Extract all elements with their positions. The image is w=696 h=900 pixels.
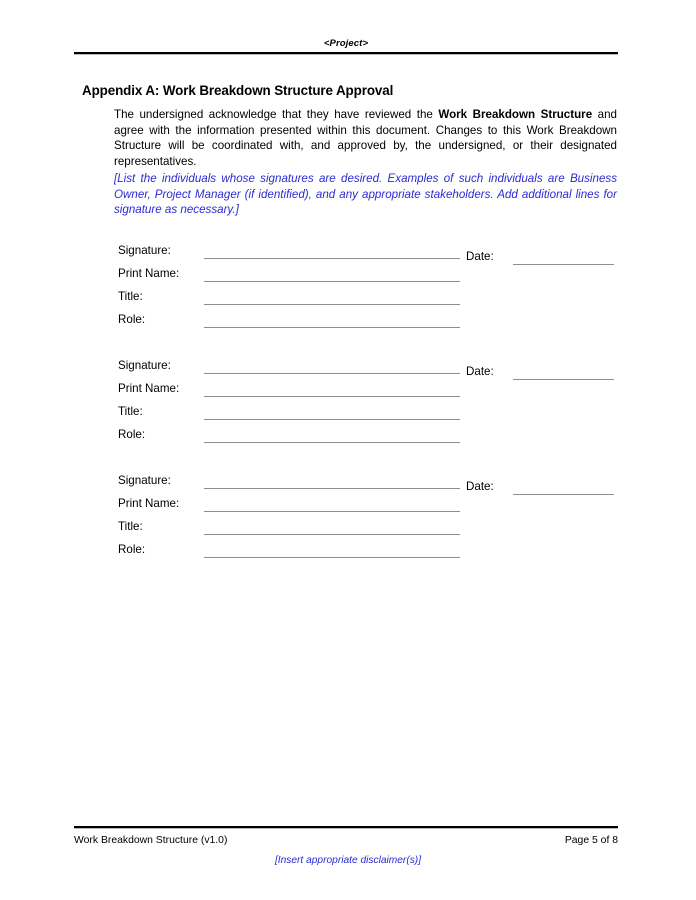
title-input-line[interactable] bbox=[204, 419, 460, 420]
title-row bbox=[0, 290, 696, 313]
signature-block-2 bbox=[0, 359, 696, 459]
date-input-line[interactable] bbox=[513, 494, 614, 495]
approval-paragraph-bold-term: Work Breakdown Structure bbox=[438, 108, 593, 121]
role-input-line[interactable] bbox=[204, 442, 460, 443]
signature-label: Signature: bbox=[118, 244, 171, 257]
print-name-row bbox=[0, 497, 696, 520]
title-row bbox=[0, 405, 696, 428]
signature-row bbox=[0, 359, 696, 382]
title-input-line[interactable] bbox=[204, 304, 460, 305]
signature-row bbox=[0, 474, 696, 497]
header-divider bbox=[74, 52, 618, 55]
header-project-title: <Project> bbox=[323, 38, 369, 49]
role-label: Role: bbox=[118, 428, 146, 441]
role-row bbox=[0, 428, 696, 451]
signature-row bbox=[0, 244, 696, 267]
print-name-input-line[interactable] bbox=[204, 396, 460, 397]
role-label: Role: bbox=[118, 543, 146, 556]
role-label: Role: bbox=[118, 313, 146, 326]
title-label: Title: bbox=[118, 290, 143, 303]
date-label: Date: bbox=[466, 480, 494, 493]
role-row bbox=[0, 543, 696, 566]
title-label: Title: bbox=[118, 405, 143, 418]
date-label: Date: bbox=[466, 365, 494, 378]
footer-row bbox=[74, 834, 618, 848]
signature-input-line[interactable] bbox=[204, 488, 460, 489]
footer-document-name: Work Breakdown Structure (v1.0) bbox=[74, 835, 228, 846]
signature-input-line[interactable] bbox=[204, 373, 460, 374]
print-name-label: Print Name: bbox=[118, 497, 180, 510]
signature-block-1 bbox=[0, 244, 696, 344]
instruction-paragraph: [List the individuals whose signatures are desired. Examples of such individuals are Business Owner, Project Manager (if identified), and any appropriate stakeholders. Add additional lines for signature as necessary.] bbox=[114, 172, 617, 217]
signature-block-3 bbox=[0, 474, 696, 574]
role-input-line[interactable] bbox=[204, 327, 460, 328]
title-label: Title: bbox=[118, 520, 143, 533]
approval-paragraph-part1: The undersigned acknowledge that they have reviewed the bbox=[114, 108, 439, 121]
approval-paragraph-part2: and agree with the information presented within this document. Changes to this Work Breakdown Structure will be coordinated with, and approved by, the undersigned, or their designated representatives. bbox=[114, 108, 617, 168]
signature-input-line[interactable] bbox=[204, 258, 460, 259]
print-name-row bbox=[0, 382, 696, 405]
footer-divider bbox=[74, 826, 618, 829]
role-row bbox=[0, 313, 696, 336]
footer-page-number: Page 5 of 8 bbox=[564, 835, 618, 846]
page-footer bbox=[74, 826, 618, 848]
title-input-line[interactable] bbox=[204, 534, 460, 535]
print-name-label: Print Name: bbox=[118, 267, 180, 280]
role-input-line[interactable] bbox=[204, 557, 460, 558]
signature-label: Signature: bbox=[118, 474, 171, 487]
print-name-label: Print Name: bbox=[118, 382, 180, 395]
approval-paragraph bbox=[114, 107, 617, 169]
date-label: Date: bbox=[466, 250, 494, 263]
signature-label: Signature: bbox=[118, 359, 171, 372]
date-input-line[interactable] bbox=[513, 264, 614, 265]
print-name-input-line[interactable] bbox=[204, 511, 460, 512]
date-input-line[interactable] bbox=[513, 379, 614, 380]
page-title: Appendix A: Work Breakdown Structure Approval bbox=[82, 83, 394, 98]
title-row bbox=[0, 520, 696, 543]
print-name-input-line[interactable] bbox=[204, 281, 460, 282]
print-name-row bbox=[0, 267, 696, 290]
footer-disclaimer: [Insert appropriate disclaimer(s)] bbox=[274, 855, 422, 866]
page-header bbox=[74, 38, 618, 55]
